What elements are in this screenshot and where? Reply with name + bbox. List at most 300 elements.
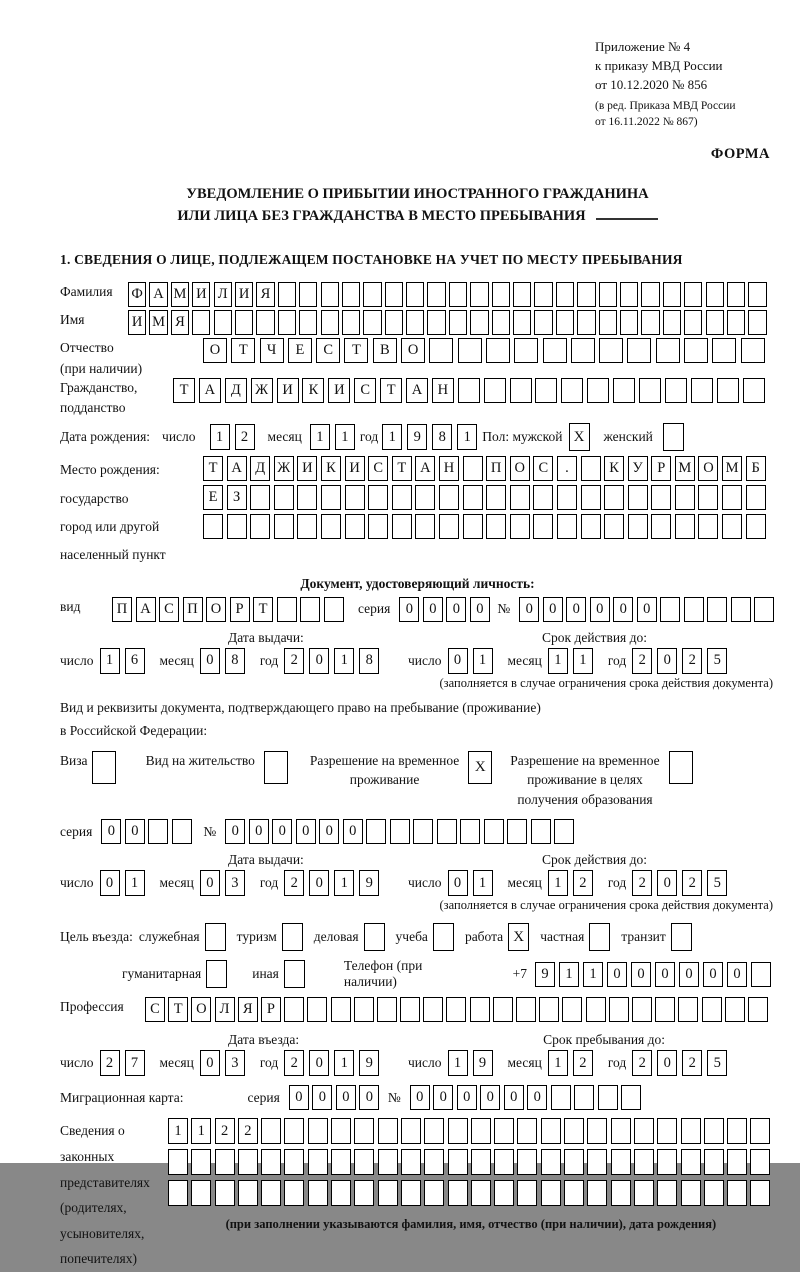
char-cell[interactable]	[261, 1149, 281, 1175]
char-cell[interactable]	[331, 1149, 351, 1175]
char-cell[interactable]	[470, 310, 488, 335]
char-cell[interactable]	[448, 1149, 468, 1175]
char-cell[interactable]	[727, 1118, 747, 1144]
char-cell[interactable]	[554, 819, 574, 844]
char-cell[interactable]: С	[533, 456, 553, 481]
char-cell[interactable]: 1	[548, 1050, 568, 1076]
char-cell[interactable]	[533, 485, 553, 510]
char-cell[interactable]	[599, 310, 617, 335]
char-cell[interactable]: 0	[607, 962, 627, 987]
char-cell[interactable]	[261, 1180, 281, 1206]
char-cell[interactable]: И	[235, 282, 253, 307]
char-cell[interactable]: 2	[215, 1118, 235, 1144]
char-cell[interactable]	[510, 378, 532, 403]
purpose-work-checkbox[interactable]: X	[508, 923, 529, 951]
char-cell[interactable]: 1	[548, 870, 568, 896]
char-cell[interactable]: 0	[309, 648, 329, 674]
char-cell[interactable]: О	[191, 997, 211, 1022]
char-cell[interactable]: 8	[225, 648, 245, 674]
char-cell[interactable]	[401, 1149, 421, 1175]
char-cell[interactable]	[423, 997, 443, 1022]
char-cell[interactable]	[663, 282, 681, 307]
char-cell[interactable]	[543, 338, 567, 363]
char-cell[interactable]: 0	[655, 962, 675, 987]
char-cell[interactable]	[385, 282, 403, 307]
char-cell[interactable]	[748, 282, 766, 307]
char-cell[interactable]	[571, 338, 595, 363]
char-cell[interactable]: 0	[470, 597, 490, 622]
char-cell[interactable]	[203, 514, 223, 539]
char-cell[interactable]: 1	[573, 648, 593, 674]
char-cell[interactable]: 8	[359, 648, 379, 674]
char-cell[interactable]: 0	[457, 1085, 477, 1110]
char-cell[interactable]	[748, 997, 768, 1022]
char-cell[interactable]: 2	[682, 1050, 702, 1076]
char-cell[interactable]: Я	[171, 310, 189, 335]
char-cell[interactable]	[168, 1149, 188, 1175]
char-cell[interactable]	[439, 485, 459, 510]
char-cell[interactable]: 0	[272, 819, 292, 844]
char-cell[interactable]: 0	[423, 597, 443, 622]
char-cell[interactable]	[604, 485, 624, 510]
char-cell[interactable]	[486, 485, 506, 510]
char-cell[interactable]	[611, 1180, 631, 1206]
char-cell[interactable]: 1	[473, 648, 493, 674]
char-cell[interactable]	[227, 514, 247, 539]
char-cell[interactable]	[261, 1118, 281, 1144]
char-cell[interactable]: Т	[380, 378, 402, 403]
char-cell[interactable]: 2	[682, 648, 702, 674]
title-underline-blank[interactable]	[596, 206, 658, 220]
char-cell[interactable]	[363, 282, 381, 307]
char-cell[interactable]: О	[698, 456, 718, 481]
char-cell[interactable]	[235, 310, 253, 335]
char-cell[interactable]	[307, 997, 327, 1022]
char-cell[interactable]	[557, 485, 577, 510]
char-cell[interactable]: Я	[238, 997, 258, 1022]
char-cell[interactable]	[446, 997, 466, 1022]
char-cell[interactable]: 0	[504, 1085, 524, 1110]
char-cell[interactable]	[392, 514, 412, 539]
char-cell[interactable]	[460, 819, 480, 844]
char-cell[interactable]: Ж	[274, 456, 294, 481]
char-cell[interactable]	[613, 378, 635, 403]
char-cell[interactable]: У	[628, 456, 648, 481]
char-cell[interactable]	[214, 310, 232, 335]
char-cell[interactable]: 3	[225, 870, 245, 896]
temp-residence-edu-checkbox[interactable]	[669, 751, 693, 784]
char-cell[interactable]: 0	[679, 962, 699, 987]
char-cell[interactable]: Ф	[128, 282, 146, 307]
char-cell[interactable]	[678, 997, 698, 1022]
char-cell[interactable]	[437, 819, 457, 844]
char-cell[interactable]	[533, 514, 553, 539]
char-cell[interactable]	[748, 310, 766, 335]
char-cell[interactable]	[750, 1180, 770, 1206]
char-cell[interactable]	[564, 1118, 584, 1144]
char-cell[interactable]	[400, 997, 420, 1022]
char-cell[interactable]	[517, 1118, 537, 1144]
char-cell[interactable]	[704, 1180, 724, 1206]
char-cell[interactable]	[722, 485, 742, 510]
char-cell[interactable]	[702, 997, 722, 1022]
char-cell[interactable]	[192, 310, 210, 335]
purpose-tourism-checkbox[interactable]	[282, 923, 303, 951]
char-cell[interactable]: Р	[230, 597, 250, 622]
char-cell[interactable]	[274, 485, 294, 510]
char-cell[interactable]	[368, 485, 388, 510]
char-cell[interactable]	[463, 514, 483, 539]
char-cell[interactable]: 0	[613, 597, 633, 622]
char-cell[interactable]: 0	[657, 648, 677, 674]
char-cell[interactable]: С	[368, 456, 388, 481]
char-cell[interactable]: 9	[359, 1050, 379, 1076]
char-cell[interactable]	[599, 338, 623, 363]
char-cell[interactable]	[557, 514, 577, 539]
char-cell[interactable]	[494, 1149, 514, 1175]
char-cell[interactable]	[385, 310, 403, 335]
char-cell[interactable]: 0	[200, 870, 220, 896]
char-cell[interactable]: С	[145, 997, 165, 1022]
char-cell[interactable]	[551, 1085, 571, 1110]
char-cell[interactable]	[746, 514, 766, 539]
char-cell[interactable]: 1	[210, 424, 230, 450]
char-cell[interactable]	[427, 310, 445, 335]
char-cell[interactable]	[562, 997, 582, 1022]
char-cell[interactable]: Л	[214, 282, 232, 307]
char-cell[interactable]: 0	[410, 1085, 430, 1110]
char-cell[interactable]: И	[345, 456, 365, 481]
char-cell[interactable]	[641, 310, 659, 335]
char-cell[interactable]	[611, 1149, 631, 1175]
char-cell[interactable]	[675, 514, 695, 539]
char-cell[interactable]	[634, 1118, 654, 1144]
char-cell[interactable]	[657, 1180, 677, 1206]
char-cell[interactable]: 2	[284, 870, 304, 896]
char-cell[interactable]: 1	[457, 424, 477, 450]
sex-male-checkbox[interactable]: X	[569, 423, 590, 451]
char-cell[interactable]	[684, 338, 708, 363]
char-cell[interactable]	[148, 819, 168, 844]
char-cell[interactable]	[641, 282, 659, 307]
char-cell[interactable]	[308, 1149, 328, 1175]
char-cell[interactable]: 2	[573, 1050, 593, 1076]
char-cell[interactable]	[510, 514, 530, 539]
char-cell[interactable]: 3	[225, 1050, 245, 1076]
char-cell[interactable]	[308, 1118, 328, 1144]
char-cell[interactable]: 8	[432, 424, 452, 450]
char-cell[interactable]: А	[406, 378, 428, 403]
char-cell[interactable]	[534, 282, 552, 307]
char-cell[interactable]: 1	[334, 648, 354, 674]
char-cell[interactable]	[354, 1180, 374, 1206]
char-cell[interactable]	[448, 1180, 468, 1206]
char-cell[interactable]	[534, 310, 552, 335]
char-cell[interactable]	[449, 282, 467, 307]
char-cell[interactable]: 2	[682, 870, 702, 896]
purpose-business-checkbox[interactable]	[364, 923, 385, 951]
char-cell[interactable]	[665, 378, 687, 403]
char-cell[interactable]	[448, 1118, 468, 1144]
char-cell[interactable]	[345, 514, 365, 539]
char-cell[interactable]	[172, 819, 192, 844]
char-cell[interactable]	[378, 1180, 398, 1206]
char-cell[interactable]	[297, 485, 317, 510]
char-cell[interactable]	[609, 997, 629, 1022]
char-cell[interactable]	[415, 514, 435, 539]
char-cell[interactable]: 0	[225, 819, 245, 844]
char-cell[interactable]	[424, 1180, 444, 1206]
char-cell[interactable]: М	[149, 310, 167, 335]
char-cell[interactable]: 1	[125, 870, 145, 896]
char-cell[interactable]	[751, 962, 771, 987]
char-cell[interactable]: 0	[448, 648, 468, 674]
char-cell[interactable]	[698, 514, 718, 539]
char-cell[interactable]	[429, 338, 453, 363]
char-cell[interactable]: 0	[637, 597, 657, 622]
char-cell[interactable]: В	[373, 338, 397, 363]
char-cell[interactable]	[378, 1118, 398, 1144]
char-cell[interactable]	[727, 1180, 747, 1206]
char-cell[interactable]	[378, 1149, 398, 1175]
char-cell[interactable]	[574, 1085, 594, 1110]
char-cell[interactable]: М	[722, 456, 742, 481]
char-cell[interactable]: П	[112, 597, 132, 622]
char-cell[interactable]: 0	[200, 1050, 220, 1076]
char-cell[interactable]	[587, 1149, 607, 1175]
char-cell[interactable]	[535, 378, 557, 403]
char-cell[interactable]: И	[277, 378, 299, 403]
char-cell[interactable]: П	[183, 597, 203, 622]
char-cell[interactable]: 1	[559, 962, 579, 987]
char-cell[interactable]: 0	[336, 1085, 356, 1110]
char-cell[interactable]	[746, 485, 766, 510]
char-cell[interactable]	[725, 997, 745, 1022]
char-cell[interactable]	[513, 282, 531, 307]
char-cell[interactable]	[413, 819, 433, 844]
char-cell[interactable]	[604, 514, 624, 539]
char-cell[interactable]	[463, 485, 483, 510]
char-cell[interactable]	[494, 1180, 514, 1206]
char-cell[interactable]: 9	[535, 962, 555, 987]
char-cell[interactable]	[486, 338, 510, 363]
char-cell[interactable]	[655, 997, 675, 1022]
char-cell[interactable]	[354, 1118, 374, 1144]
char-cell[interactable]	[556, 282, 574, 307]
char-cell[interactable]: 2	[632, 648, 652, 674]
char-cell[interactable]	[510, 485, 530, 510]
char-cell[interactable]: Т	[253, 597, 273, 622]
char-cell[interactable]	[342, 310, 360, 335]
char-cell[interactable]	[743, 378, 765, 403]
sex-female-checkbox[interactable]	[663, 423, 684, 451]
char-cell[interactable]	[284, 997, 304, 1022]
char-cell[interactable]	[632, 997, 652, 1022]
char-cell[interactable]	[401, 1180, 421, 1206]
char-cell[interactable]: И	[128, 310, 146, 335]
temp-residence-checkbox[interactable]: X	[468, 751, 492, 784]
char-cell[interactable]: Р	[261, 997, 281, 1022]
char-cell[interactable]	[324, 597, 344, 622]
char-cell[interactable]	[750, 1149, 770, 1175]
char-cell[interactable]: 1	[168, 1118, 188, 1144]
char-cell[interactable]	[561, 378, 583, 403]
char-cell[interactable]	[599, 282, 617, 307]
char-cell[interactable]: Н	[432, 378, 454, 403]
char-cell[interactable]	[321, 514, 341, 539]
char-cell[interactable]	[587, 1180, 607, 1206]
char-cell[interactable]: Е	[288, 338, 312, 363]
purpose-study-checkbox[interactable]	[433, 923, 454, 951]
char-cell[interactable]	[238, 1149, 258, 1175]
char-cell[interactable]	[698, 485, 718, 510]
char-cell[interactable]	[191, 1180, 211, 1206]
char-cell[interactable]: 0	[200, 648, 220, 674]
char-cell[interactable]: И	[192, 282, 210, 307]
char-cell[interactable]	[712, 338, 736, 363]
char-cell[interactable]: Д	[225, 378, 247, 403]
char-cell[interactable]: А	[227, 456, 247, 481]
char-cell[interactable]	[390, 819, 410, 844]
char-cell[interactable]	[586, 997, 606, 1022]
char-cell[interactable]: 0	[631, 962, 651, 987]
char-cell[interactable]	[681, 1149, 701, 1175]
char-cell[interactable]	[458, 338, 482, 363]
char-cell[interactable]	[368, 514, 388, 539]
char-cell[interactable]: Д	[250, 456, 270, 481]
char-cell[interactable]	[470, 282, 488, 307]
char-cell[interactable]	[377, 997, 397, 1022]
purpose-private-checkbox[interactable]	[589, 923, 610, 951]
char-cell[interactable]	[493, 997, 513, 1022]
char-cell[interactable]	[470, 997, 490, 1022]
char-cell[interactable]	[541, 1180, 561, 1206]
char-cell[interactable]	[492, 282, 510, 307]
char-cell[interactable]	[564, 1149, 584, 1175]
char-cell[interactable]: Т	[203, 456, 223, 481]
char-cell[interactable]: 1	[100, 648, 120, 674]
char-cell[interactable]	[284, 1118, 304, 1144]
char-cell[interactable]	[471, 1118, 491, 1144]
char-cell[interactable]	[284, 1180, 304, 1206]
char-cell[interactable]	[250, 485, 270, 510]
char-cell[interactable]: 2	[284, 648, 304, 674]
char-cell[interactable]	[684, 282, 702, 307]
char-cell[interactable]	[620, 310, 638, 335]
char-cell[interactable]	[492, 310, 510, 335]
char-cell[interactable]	[321, 310, 339, 335]
char-cell[interactable]: 1	[334, 870, 354, 896]
char-cell[interactable]	[427, 282, 445, 307]
char-cell[interactable]	[274, 514, 294, 539]
char-cell[interactable]: Л	[215, 997, 235, 1022]
char-cell[interactable]: 0	[566, 597, 586, 622]
char-cell[interactable]: 1	[191, 1118, 211, 1144]
char-cell[interactable]	[660, 597, 680, 622]
char-cell[interactable]	[541, 1118, 561, 1144]
char-cell[interactable]: М	[675, 456, 695, 481]
char-cell[interactable]	[401, 1118, 421, 1144]
char-cell[interactable]: 0	[590, 597, 610, 622]
char-cell[interactable]: 1	[335, 424, 355, 450]
char-cell[interactable]	[256, 310, 274, 335]
char-cell[interactable]: 0	[519, 597, 539, 622]
char-cell[interactable]	[354, 997, 374, 1022]
char-cell[interactable]	[651, 514, 671, 539]
char-cell[interactable]: 2	[238, 1118, 258, 1144]
char-cell[interactable]	[406, 282, 424, 307]
char-cell[interactable]: 2	[632, 1050, 652, 1076]
char-cell[interactable]	[727, 310, 745, 335]
char-cell[interactable]	[278, 282, 296, 307]
char-cell[interactable]	[299, 282, 317, 307]
char-cell[interactable]: Т	[173, 378, 195, 403]
char-cell[interactable]	[727, 282, 745, 307]
char-cell[interactable]	[704, 1118, 724, 1144]
char-cell[interactable]	[681, 1180, 701, 1206]
char-cell[interactable]: Ж	[251, 378, 273, 403]
char-cell[interactable]: 1	[310, 424, 330, 450]
char-cell[interactable]: 0	[703, 962, 723, 987]
char-cell[interactable]	[363, 310, 381, 335]
char-cell[interactable]: З	[227, 485, 247, 510]
char-cell[interactable]	[531, 819, 551, 844]
char-cell[interactable]	[345, 485, 365, 510]
char-cell[interactable]	[516, 997, 536, 1022]
char-cell[interactable]: 0	[657, 870, 677, 896]
char-cell[interactable]	[541, 1149, 561, 1175]
char-cell[interactable]	[308, 1180, 328, 1206]
char-cell[interactable]	[449, 310, 467, 335]
char-cell[interactable]: П	[486, 456, 506, 481]
char-cell[interactable]	[581, 514, 601, 539]
char-cell[interactable]: 0	[309, 870, 329, 896]
char-cell[interactable]: 1	[583, 962, 603, 987]
char-cell[interactable]	[250, 514, 270, 539]
char-cell[interactable]: 0	[309, 1050, 329, 1076]
char-cell[interactable]	[300, 597, 320, 622]
char-cell[interactable]	[651, 485, 671, 510]
char-cell[interactable]	[484, 819, 504, 844]
char-cell[interactable]: 0	[312, 1085, 332, 1110]
char-cell[interactable]: 9	[407, 424, 427, 450]
char-cell[interactable]: Т	[344, 338, 368, 363]
char-cell[interactable]	[277, 597, 297, 622]
char-cell[interactable]	[514, 338, 538, 363]
char-cell[interactable]: К	[604, 456, 624, 481]
char-cell[interactable]: Е	[203, 485, 223, 510]
char-cell[interactable]	[471, 1180, 491, 1206]
char-cell[interactable]: А	[149, 282, 167, 307]
char-cell[interactable]	[663, 310, 681, 335]
char-cell[interactable]	[168, 1180, 188, 1206]
char-cell[interactable]: 0	[657, 1050, 677, 1076]
char-cell[interactable]	[657, 1149, 677, 1175]
char-cell[interactable]	[704, 1149, 724, 1175]
char-cell[interactable]	[342, 282, 360, 307]
char-cell[interactable]	[321, 485, 341, 510]
char-cell[interactable]: 1	[382, 424, 402, 450]
char-cell[interactable]: О	[401, 338, 425, 363]
char-cell[interactable]	[587, 1118, 607, 1144]
char-cell[interactable]	[215, 1180, 235, 1206]
char-cell[interactable]	[634, 1149, 654, 1175]
char-cell[interactable]: 0	[527, 1085, 547, 1110]
char-cell[interactable]: 0	[125, 819, 145, 844]
char-cell[interactable]	[406, 310, 424, 335]
char-cell[interactable]	[331, 1180, 351, 1206]
char-cell[interactable]: К	[321, 456, 341, 481]
